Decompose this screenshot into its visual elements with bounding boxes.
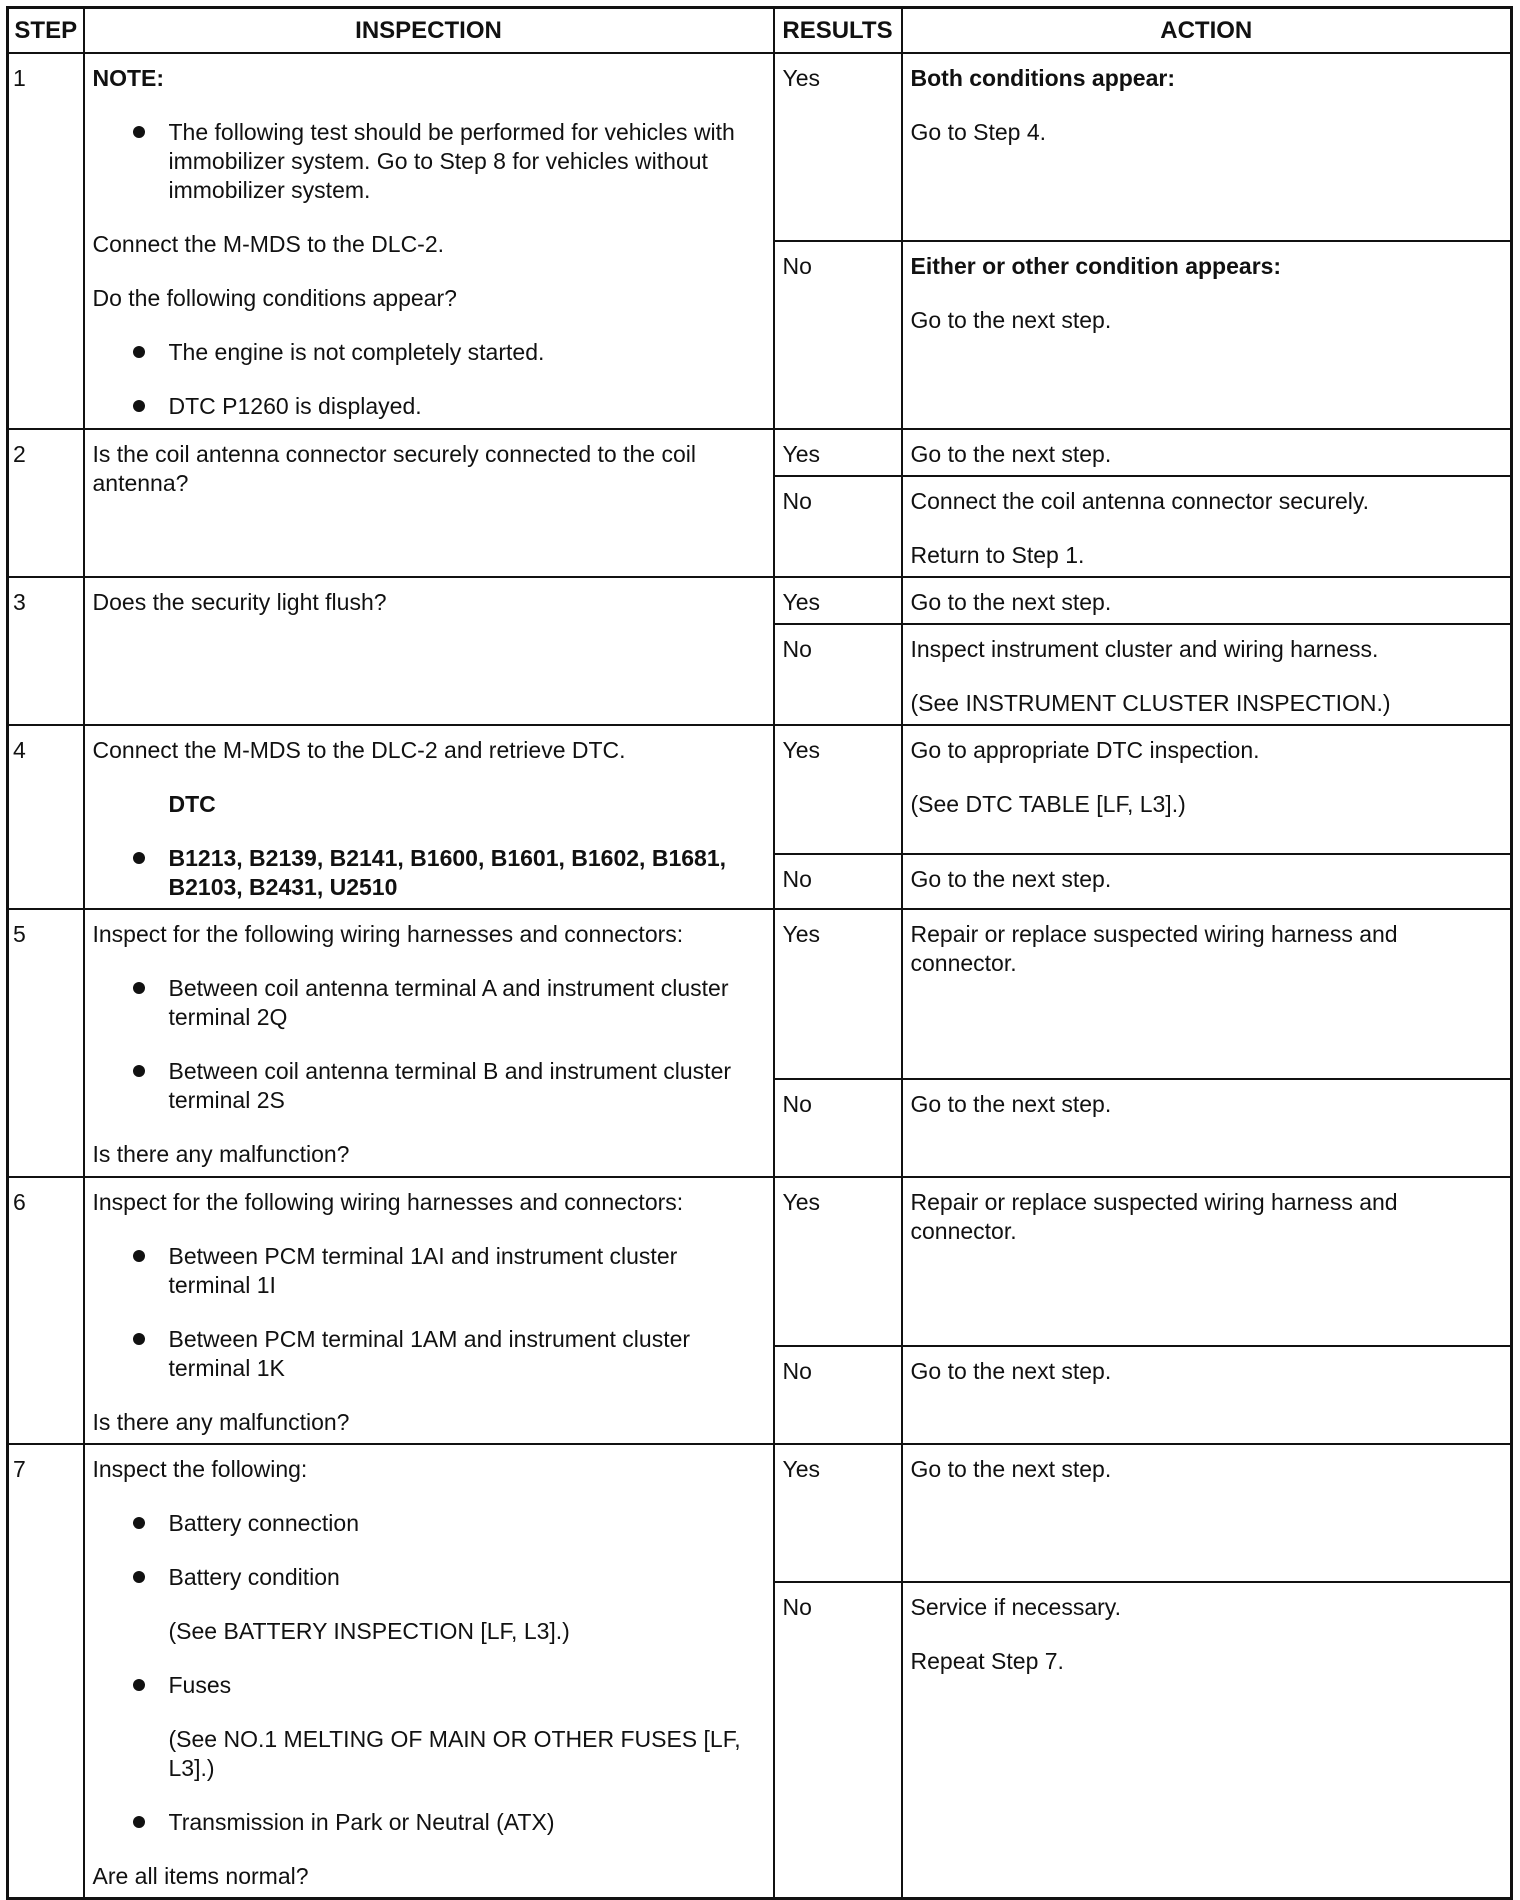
bullet-icon xyxy=(133,1679,145,1691)
inspect-item: Battery connection xyxy=(133,1509,765,1538)
step-4-yes-row xyxy=(8,725,1512,854)
action-yes: Go to the next step. xyxy=(902,429,1512,476)
action-no: Connect the coil antenna connector securely. Return to Step 1. xyxy=(902,476,1512,577)
inspect-item: Transmission in Park or Neutral (ATX) xyxy=(133,1808,765,1837)
inspect-item: Fuses (See NO.1 MELTING OF MAIN OR OTHER FUSES [LF, L3].) xyxy=(133,1671,765,1783)
step-5-yes-row xyxy=(8,909,1512,1079)
result-no: No xyxy=(774,854,902,909)
action-no: Go to the next step. xyxy=(902,854,1512,909)
step-2-inspection: Is the coil antenna connector securely connected to the coil antenna? xyxy=(84,429,774,577)
action-yes: Go to the next step. xyxy=(902,577,1512,624)
action-yes: Repair or replace suspected wiring harness and connector. xyxy=(902,1177,1512,1346)
step-number: 4 xyxy=(8,725,84,909)
action-yes: Repair or replace suspected wiring harness and connector. xyxy=(902,909,1512,1079)
header-results: RESULTS xyxy=(774,8,902,54)
bullet-icon xyxy=(133,126,145,138)
step-number: 2 xyxy=(8,429,84,577)
header-inspection: INSPECTION xyxy=(84,8,774,54)
result-yes: Yes xyxy=(774,725,902,854)
condition-bullet: The engine is not completely started. xyxy=(133,338,765,367)
harness-bullet: Between coil antenna terminal B and instrument cluster terminal 2S xyxy=(133,1057,765,1115)
note-label: NOTE: xyxy=(92,65,165,91)
note-bullet: The following test should be performed for vehicles with immobilizer system. Go to Step 8 for vehicles without immobilizer system. xyxy=(133,118,765,205)
action-no: Go to the next step. xyxy=(902,1079,1512,1177)
result-yes: Yes xyxy=(774,909,902,1079)
harness-bullet: Between coil antenna terminal A and instrument cluster terminal 2Q xyxy=(133,974,765,1032)
harness-bullet: Between PCM terminal 1AI and instrument cluster terminal 1I xyxy=(133,1242,765,1300)
bullet-icon xyxy=(133,852,145,864)
step-1-yes-row xyxy=(8,53,1512,241)
result-no: No xyxy=(774,476,902,577)
result-yes: Yes xyxy=(774,429,902,476)
bullet-icon xyxy=(133,1250,145,1262)
instruction-text: Connect the M-MDS to the DLC-2. xyxy=(92,231,445,257)
bullet-icon xyxy=(133,346,145,358)
action-no: Go to the next step. xyxy=(902,1346,1512,1444)
see-reference: (See NO.1 MELTING OF MAIN OR OTHER FUSES [LF, L3].) xyxy=(168,1726,741,1781)
bullet-icon xyxy=(133,1517,145,1529)
bullet-icon xyxy=(133,1571,145,1583)
step-6-yes-row xyxy=(8,1177,1512,1346)
dtc-list: B1213, B2139, B2141, B1600, B1601, B1602, B1681, B2103, B2431, U2510 xyxy=(133,844,765,902)
action-yes: Go to appropriate DTC inspection. (See DTC TABLE [LF, L3].) xyxy=(902,725,1512,854)
condition-bullet: DTC P1260 is displayed. xyxy=(133,392,765,421)
inspect-item: Battery condition (See BATTERY INSPECTION [LF, L3].) xyxy=(133,1563,765,1646)
result-no: No xyxy=(774,624,902,725)
step-7-yes-row xyxy=(8,1444,1512,1582)
bullet-icon xyxy=(133,1816,145,1828)
action-no: Either or other condition appears: Go to the next step. xyxy=(902,241,1512,429)
see-reference: (See BATTERY INSPECTION [LF, L3].) xyxy=(168,1618,570,1644)
question-text: Do the following conditions appear? xyxy=(92,285,457,311)
action-no: Service if necessary. Repeat Step 7. xyxy=(902,1582,1512,1899)
step-4-inspection: Connect the M-MDS to the DLC-2 and retrieve DTC. DTC B1213, B2139, B2141, B1600, B1601, B1602, B1681, B2103, B2431, U2510 xyxy=(84,725,774,909)
result-no: No xyxy=(774,1582,902,1899)
step-6-inspection: Inspect for the following wiring harnesses and connectors: Between PCM terminal 1AI and instrument cluster terminal 1I Between PCM terminal 1AM and instrument cluster terminal 1K Is there any malfunction? xyxy=(84,1177,774,1444)
action-yes: Go to the next step. xyxy=(902,1444,1512,1582)
result-yes: Yes xyxy=(774,1177,902,1346)
step-number: 3 xyxy=(8,577,84,725)
header-step: STEP xyxy=(8,8,84,54)
step-number: 1 xyxy=(8,53,84,429)
step-1-inspection xyxy=(84,53,774,429)
step-2-yes-row xyxy=(8,429,1512,476)
result-no: No xyxy=(774,241,902,429)
header-row xyxy=(8,8,1512,54)
dtc-label: DTC xyxy=(168,791,216,817)
bullet-icon xyxy=(133,982,145,994)
step-number: 6 xyxy=(8,1177,84,1444)
step-3-yes-row xyxy=(8,577,1512,624)
harness-bullet: Between PCM terminal 1AM and instrument cluster terminal 1K xyxy=(133,1325,765,1383)
step-number: 7 xyxy=(8,1444,84,1899)
result-no: No xyxy=(774,1079,902,1177)
result-yes: Yes xyxy=(774,53,902,241)
action-no: Inspect instrument cluster and wiring harness. (See INSTRUMENT CLUSTER INSPECTION.) xyxy=(902,624,1512,725)
result-yes: Yes xyxy=(774,1444,902,1582)
step-3-inspection: Does the security light flush? xyxy=(84,577,774,725)
result-no: No xyxy=(774,1346,902,1444)
result-yes: Yes xyxy=(774,577,902,624)
bullet-icon xyxy=(133,1333,145,1345)
step-7-inspection: Inspect the following: Battery connection Battery condition (See BATTERY INSPECTION [LF, L3].) Fuses (See NO.1 MELTING OF MAIN OR OTHER FUSES [LF, L3].) Transmission in Park or Neutral (ATX) Are all items normal? xyxy=(84,1444,774,1899)
step-5-inspection: Inspect for the following wiring harnesses and connectors: Between coil antenna terminal A and instrument cluster terminal 2Q Between coil antenna terminal B and instrument cluster terminal 2S Is there any malfunction? xyxy=(84,909,774,1177)
step-number: 5 xyxy=(8,909,84,1177)
bullet-icon xyxy=(133,1065,145,1077)
action-yes: Both conditions appear: Go to Step 4. xyxy=(902,53,1512,241)
diagnostic-table xyxy=(6,6,1513,1900)
bullet-icon xyxy=(133,400,145,412)
header-action: ACTION xyxy=(902,8,1512,54)
